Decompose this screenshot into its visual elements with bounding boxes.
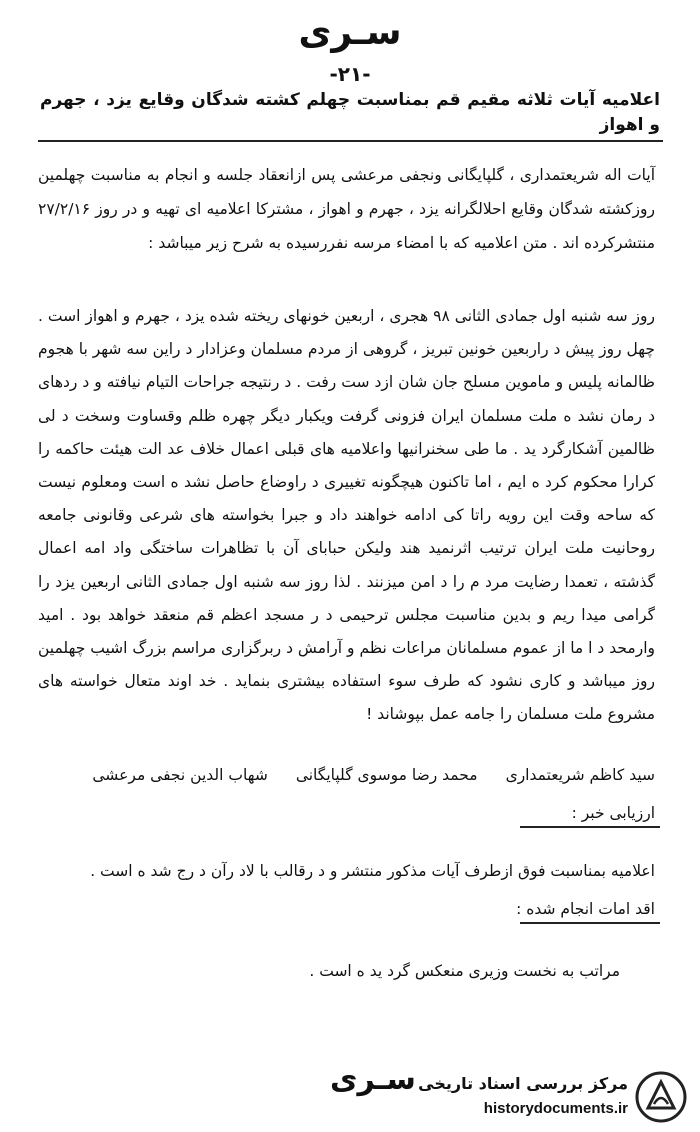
signatory-golpayegani: محمد رضا موسوی گلپایگانی	[295, 766, 478, 784]
section-heading-actions: اقد امات انجام شده :	[516, 900, 655, 918]
document-title: اعلامیه آیات ثلاثه مقیم قم بمناسبت چهلم کشته شدگان وقایع یزد ، جهرم و اهواز	[40, 90, 660, 135]
page-number: -۲۱-	[329, 62, 371, 86]
watermark-org-name: مرکز بررسی اسناد تاریخی	[418, 1074, 628, 1093]
signatory-shariatmadari: سید کاظم شریعتمداری	[505, 766, 655, 784]
title-underline	[38, 140, 663, 142]
section-heading-evaluation: ارزیابی خبر :	[571, 804, 655, 822]
signatories	[38, 762, 655, 788]
classification-footer: سـری	[330, 1062, 416, 1097]
signatory-marashi: شهاب الدین نجفی مرعشی	[92, 766, 268, 784]
watermark	[398, 1068, 688, 1126]
heading-underline	[520, 826, 660, 828]
section-body-evaluation: اعلامیه بمناسبت فوق ازطرف آیات مذکور منتشر و د رقالب با لاد رآن د رج شد ه است .	[90, 862, 655, 880]
heading-underline	[520, 922, 660, 924]
archive-logo-icon	[634, 1070, 688, 1124]
announcement-body: روز سه شنبه اول جمادی الثانی ۹۸ هجری ، اربعین خونهای ریخته شده یزد ، جهرم و اهواز است . چهل روز پیش د راربعین خونین تبریز ، گروهی از مردم مسلمان وعزادار د راین سه شهر با هجوم ظالمانه پلیس و ماموین مسلح جان شان ازد ست رفت . د رنتیجه جراحات التیام نیافته و د ردهای د رمان نشد ه ملت مسلمان ایران فزونی گرفت ویکبار دیگر چهره ظلم وقساوت وسخت د لی ظالمین آشکارگرد ید . ما طی سخنرانیها واعلامیه های قبلی اعمال خلاف عد الت هیئت حاکمه را کرارا محکوم کرد ه ایم ، اما تاکنون هیچگونه تغییری د راوضاع حاصل نشد ه است ومعلوم نیست که ساحه وقت این رویه راتا کی ادامه خواهند داد و جبرا بخواسته های شرعی وقانونی جامعه روحانیت ملت ایران ترتیب اثرنمید هند ولیکن حبابای آن با تظاهرات ساختگی واد امه اعمال گذشته ، تعمدا رضایت مرد م را د امن میزنند . لذا روز سه شنبه اول جمادی الثانی اربعین یزد را گرامی میدا ریم و بدین مناسبت مجلس ترحیمی د ر مسجد اعظم قم منعقد خواهد بود . امید وارمحد د ا ما از عموم مسلمانان مراعات نظم و آرامش د ربرگزاری مراسم بزرگ اشیب چهلمین روز میباشد و کاری نشود که طرف سوء استفاده بیشتری بنماید . خد اوند متعال خواسته های مشروع ملت مسلمان را جامه عمل بپوشاند !	[38, 307, 655, 724]
section-body-actions: مراتب به نخست وزیری منعکس گرد ید ه است .	[309, 962, 620, 980]
intro-paragraph: آیات اله شریعتمداری ، گلپایگانی ونجفی مرعشی پس ازانعقاد جلسه و انجام به مناسبت چهلمین روزکشته شدگان وقایع احلالگرانه یزد ، جهرم و اهواز ، مشترکا اعلامیه ای تهیه و در روز ۲۷/۲/۱۶ منتشرکرده اند . متن اعلامیه که با امضاء مرسه نفررسیده به شرح زیر میباشد :	[38, 166, 655, 252]
classification-header: سـری	[298, 12, 402, 53]
watermark-url[interactable]: historydocuments.ir	[483, 1100, 628, 1117]
